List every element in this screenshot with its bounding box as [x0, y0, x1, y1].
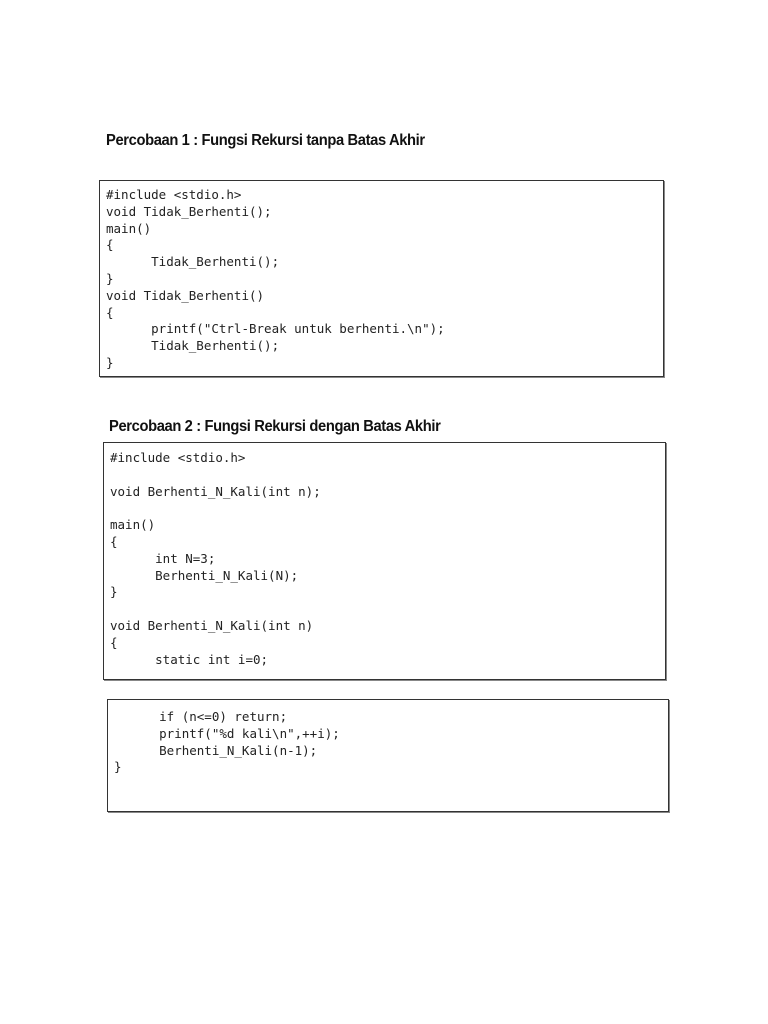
- code-block-2-text: [110, 450, 665, 668]
- code-line: main(): [106, 220, 152, 236]
- code-line: Berhenti_N_Kali(N);: [110, 567, 299, 583]
- code-line: #include <stdio.h>: [106, 187, 242, 202]
- code-block-2: [103, 442, 666, 680]
- section-2-title: Percobaan 2 : Fungsi Rekursi dengan Batas Akhir: [109, 418, 441, 435]
- code-line: }: [114, 759, 122, 775]
- code-line: #include <stdio.h>: [110, 450, 246, 465]
- code-block-1-text: [106, 187, 663, 372]
- code-line: static int i=0;: [110, 651, 269, 667]
- code-line: }: [106, 354, 114, 370]
- code-line: Tidak_Berhenti();: [106, 338, 280, 354]
- section-1-title: Percobaan 1 : Fungsi Rekursi tanpa Batas Akhir: [106, 132, 425, 149]
- code-line: main(): [110, 517, 156, 533]
- code-line: void Berhenti_N_Kali(int n);: [110, 483, 321, 499]
- code-line: Berhenti_N_Kali(n-1);: [114, 742, 318, 758]
- code-line: {: [110, 533, 118, 549]
- code-line: {: [110, 634, 118, 650]
- code-line: }: [110, 584, 118, 600]
- code-line: Tidak_Berhenti();: [106, 254, 280, 270]
- code-line: {: [106, 304, 114, 320]
- code-block-3-text: [114, 709, 668, 776]
- code-line: void Tidak_Berhenti(): [106, 287, 265, 303]
- code-line: int N=3;: [110, 550, 216, 566]
- code-line: printf("Ctrl-Break untuk berhenti.\n");: [106, 321, 445, 337]
- code-line: void Berhenti_N_Kali(int n): [110, 617, 314, 633]
- code-line: }: [106, 270, 114, 286]
- code-line: void Tidak_Berhenti();: [106, 203, 272, 219]
- code-line: printf("%d kali\n",++i);: [114, 725, 340, 741]
- code-block-1: [99, 180, 664, 377]
- code-line: {: [106, 237, 114, 253]
- code-block-3: [107, 699, 669, 812]
- code-line: if (n<=0) return;: [114, 709, 288, 724]
